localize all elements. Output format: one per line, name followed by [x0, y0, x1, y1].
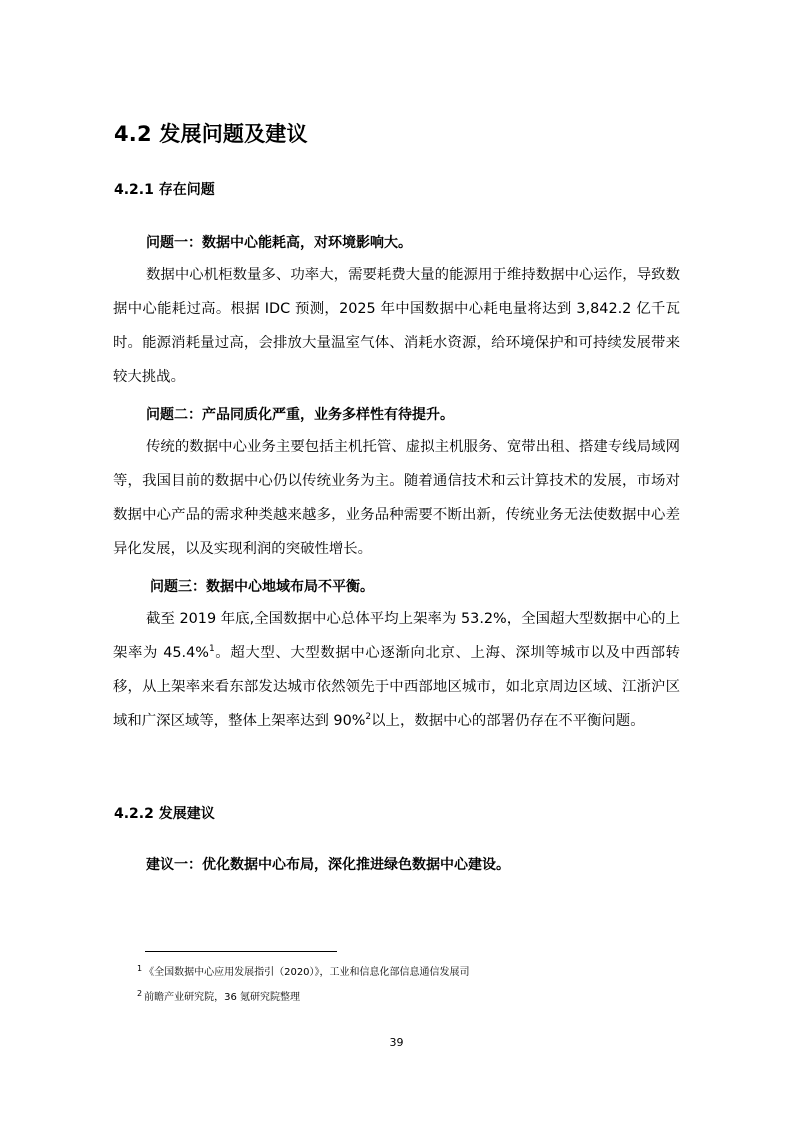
page-number: 39 [389, 1036, 404, 1049]
footnote-1 [137, 963, 470, 978]
footnote-ref-2[interactable]: 2 [365, 712, 372, 723]
problem-3-text-a: 截至 2019 年底,全国数据中心总体平均上架率为 53.2%，全国超大型数据中心的上架率为 45.4% [113, 611, 680, 661]
subsection-title-suggestions: 4.2.2 发展建议 [114, 806, 215, 822]
footnote-2 [137, 988, 300, 1003]
footnote-ref-1[interactable]: 1 [208, 644, 215, 655]
problem-2-paragraph: 传统的数据中心业务主要包括主机托管、虚拟主机服务、宽带出租、搭建专线局域网等，我国目前的数据中心仍以传统业务为主。随着通信技术和云计算技术的发展，市场对数据中心产品的需求种类越来越多，业务品种需要不断出新，传统业务无法使数据中心差异化发展，以及实现利润的突破性增长。 [113, 439, 680, 557]
section-title: 4.2 发展问题及建议 [114, 122, 308, 146]
footnote-2-text: 前瞻产业研究院，36 氪研究院整理 [144, 992, 300, 1003]
problem-2-heading: 问题二：产品同质化严重，业务多样性有待提升。 [146, 407, 454, 423]
footnote-divider [145, 951, 337, 952]
problem-3-heading: 问题三：数据中心地域布局不平衡。 [150, 579, 374, 595]
problem-3-text-c: 以上，数据中心的部署仍存在不平衡问题。 [371, 713, 645, 729]
problem-1-heading: 问题一：数据中心能耗高，对环境影响大。 [146, 235, 412, 251]
footnote-1-text: 《全国数据中心应用发展指引（2020）》，工业和信息化部信息通信发展司 [144, 967, 470, 978]
subsection-title-problems: 4.2.1 存在问题 [114, 182, 215, 198]
footnote-1-mark: 1 [137, 963, 143, 973]
problem-3-text-b: 。超大型、大型数据中心逐渐向北京、上海、深圳等城市以及中西部转移，从上架率来看东部发达城市依然领先于中西部地区城市，如北京周边区域、江浙沪区域和广深区域等，整体上架率达到 90% [113, 645, 680, 729]
problem-1-paragraph: 数据中心机柜数量多、功率大，需要耗费大量的能源用于维持数据中心运作，导致数据中心能耗过高。根据 IDC 预测，2025 年中国数据中心耗电量将达到 3,842.2 亿千瓦时。能源消耗量过高，会排放大量温室气体、消耗水资源，给环境保护和可持续发展带来较大挑战。 [113, 267, 680, 385]
suggestion-1-heading: 建议一：优化数据中心布局，深化推进绿色数据中心建设。 [146, 857, 510, 873]
problem-3-paragraph [113, 602, 680, 738]
footnote-2-mark: 2 [137, 988, 143, 998]
